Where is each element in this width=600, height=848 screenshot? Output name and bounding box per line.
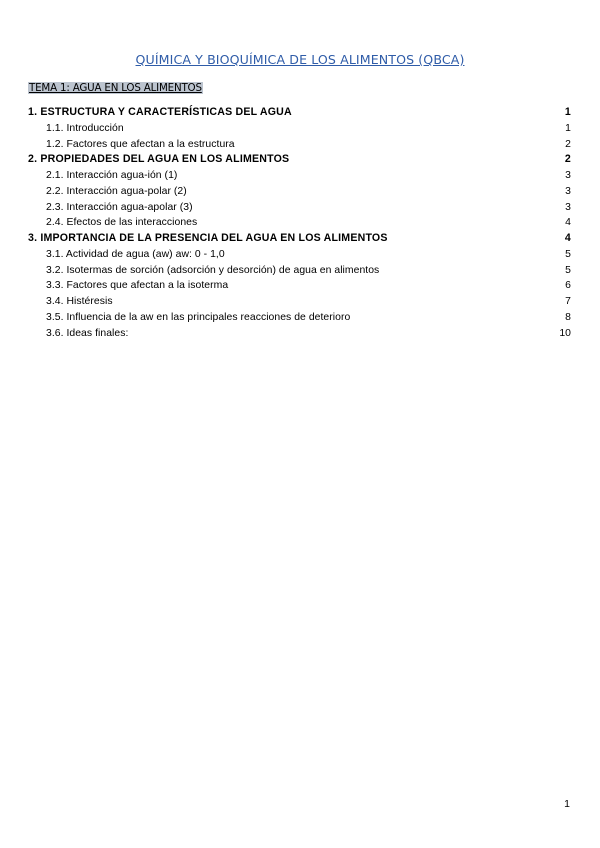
toc-entry-page: 3 [565,170,571,181]
toc-section-entry[interactable] [28,105,571,121]
toc-entry-text: 2.1. Interacción agua-ión (1) [46,170,178,181]
toc-entry-page: 4 [565,217,571,229]
toc-entry-page: 2 [564,153,571,166]
toc-entry-page: 4 [564,232,571,244]
toc-subsection-entry[interactable] [28,121,571,137]
toc-subsection-entry[interactable] [28,326,571,342]
toc-subsection-entry[interactable] [28,215,571,231]
toc-entry-text: 2.2. Interacción agua-polar (2) [46,185,187,197]
toc-entry-text: 3. IMPORTANCIA DE LA PRESENCIA DEL AGUA EN LOS ALIMENTOS [28,232,388,244]
toc-entry-page: 7 [565,296,571,307]
toc-section-entry[interactable] [28,152,571,168]
toc-entry-page: 8 [565,311,571,323]
toc-entry-text: 2.4. Efectos de las interacciones [46,217,198,229]
toc-entry-text: 3.5. Influencia de la aw en las principales reacciones de deterioro [46,311,351,323]
toc-entry-page: 1 [564,106,571,118]
toc-entry-page: 10 [559,327,571,339]
toc-entry-page: 1 [565,122,571,134]
toc-entry-text: 3.4. Histéresis [46,296,113,307]
toc-entry-text: 3.1. Actividad de agua (aw) aw: 0 - 1,0 [46,248,225,260]
toc-entry-page: 5 [565,248,571,260]
toc-entry-text: 2. PROPIEDADES DEL AGUA EN LOS ALIMENTOS [28,153,290,166]
toc-subsection-entry[interactable] [28,200,571,216]
toc-entry-text: 3.3. Factores que afectan a la isoterma [46,280,229,292]
toc-subsection-entry[interactable] [28,310,571,326]
table-of-contents [28,105,571,341]
toc-subsection-entry[interactable] [28,263,571,279]
document-title: QUÍMICA Y BIOQUÍMICA DE LOS ALIMENTOS (QBCA) [135,52,465,67]
page-number: 1 [564,798,570,810]
toc-entry-page: 5 [565,264,571,276]
toc-entry-page: 2 [565,138,571,150]
document-subtitle: TEMA 1: AGUA EN LOS ALIMENTOS [29,82,202,94]
toc-entry-text: 1.2. Factores que afectan a la estructura [46,138,235,150]
toc-subsection-entry[interactable] [28,278,571,294]
toc-entry-page: 6 [565,280,571,292]
toc-entry-page: 3 [565,201,571,213]
toc-subsection-entry[interactable] [28,137,571,153]
toc-entry-text: 3.6. Ideas finales: [46,327,129,339]
toc-entry-text: 1. ESTRUCTURA Y CARACTERÍSTICAS DEL AGUA [28,106,292,118]
toc-subsection-entry[interactable] [28,184,571,200]
toc-entry-text: 2.3. Interacción agua-apolar (3) [46,201,193,213]
toc-entry-text: 1.1. Introducción [46,122,124,134]
toc-entry-page: 3 [565,185,571,197]
toc-subsection-entry[interactable] [28,247,571,263]
toc-subsection-entry[interactable] [28,294,571,310]
toc-section-entry[interactable] [28,231,571,247]
toc-subsection-entry[interactable] [28,168,571,184]
toc-entry-text: 3.2. Isotermas de sorción (adsorción y desorción) de agua en alimentos [46,264,380,276]
